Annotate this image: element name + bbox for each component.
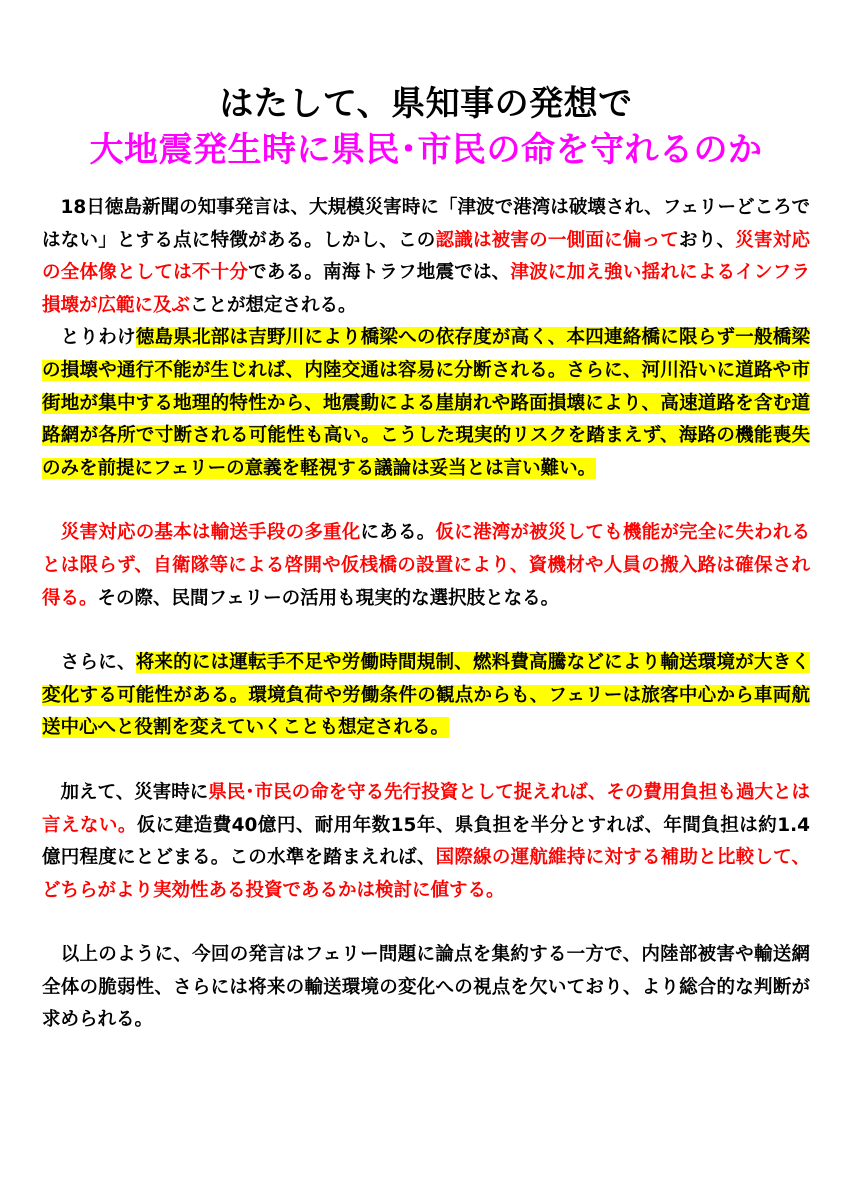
article-body [42,192,810,1037]
paragraph [42,939,810,1037]
emphasis-red-text: 認識は被害の一側面に偏って [435,229,680,251]
paragraph [42,647,810,745]
title-line-1: はたして、県知事の発想で [219,84,633,124]
emphasis-red-text: 津波に加え強い揺れによるインフラ損壊が広範に及ぶ [42,262,810,316]
paragraph-text: とりわけ [42,327,136,349]
highlighted-text: 将来的には運転手不足や労働時間規制、燃料費高騰などにより輸送環境が大きく変化する可能性がある。環境負荷や労働条件の観点からも、フェリーは旅客中心から車両航送中心へと役割を変えていくことも想定される。 [42,652,810,739]
title-line-2: 大地震発生時に県民･市民の命を守れるのか [89,130,763,170]
paragraph-text: 加えて、災害時に [42,781,209,803]
emphasis-red-text: 県民･市民の命を守る先行投資として捉えれば、その費用負担も過大とは言えない。 [42,781,810,836]
paragraph-text: ことが想定される。 [190,294,357,316]
paragraph-text: 18日徳島新聞の知事発言は、大規模災害時に「津波で港湾は破壊され、フェリーどころではない」とする点に特徴がある。しかし、この [42,197,810,251]
emphasis-red-text: 仮に港湾が被災しても機能が完全に失われるとは限らず、自衛隊等による啓開や仮桟橋の設置により、資機材や人員の搬入路は確保され得る。 [42,522,810,609]
page-title [42,82,810,174]
paragraph-text [42,522,61,543]
paragraph-text: おり、 [679,229,736,251]
paragraph [42,517,810,615]
paragraph-text: にある。 [360,522,436,544]
paragraph-text: その際、民間フェリーの活用も現実的な選択肢となる。 [97,587,560,609]
paragraph-text: さらに、 [42,652,136,674]
paragraph-text: 以上のように、今回の発言はフェリー問題に論点を集約する一方で、内陸部被害や輸送網全体の脆弱性、さらには将来の輸送環境の変化への視点を欠いており、より総合的な判断が求められる。 [42,944,810,1031]
highlighted-text: 徳島県北部は吉野川により橋梁への依存度が高く、本四連絡橋に限らず一般橋梁の損壊や通行不能が生じれば、内陸交通は容易に分断される。さらに、河川沿いに道路や市街地が集中する地理的特性から、地震動による崖崩れや路面損壊により、高速道路を含む道路網が各所で寸断される可能性も高い。こうした現実的リスクを踏まえず、海路の機能喪失のみを前提にフェリーの意義を軽視する議論は妥当とは言い難い。 [42,327,810,479]
emphasis-red-text: 災害対応の全体像としては不十分 [42,229,810,284]
paragraph-text: である。南海トラフ地震では、 [248,262,511,284]
emphasis-red-text: 災害対応の基本は輸送手段の多重化 [60,522,361,544]
paragraph-text: 仮に建造費40億円、耐用年数15年、県負担を半分とすれば、年間負担は約1.4億円程度にとどまる。この水準を踏まえれば、 [42,814,810,869]
emphasis-red-text: 国際線の運航維持に対する補助と比較して、どちらがより実効性ある投資であるかは検討に値する。 [42,847,810,901]
paragraph [42,192,810,322]
paragraph [42,777,810,907]
paragraph [42,322,810,485]
